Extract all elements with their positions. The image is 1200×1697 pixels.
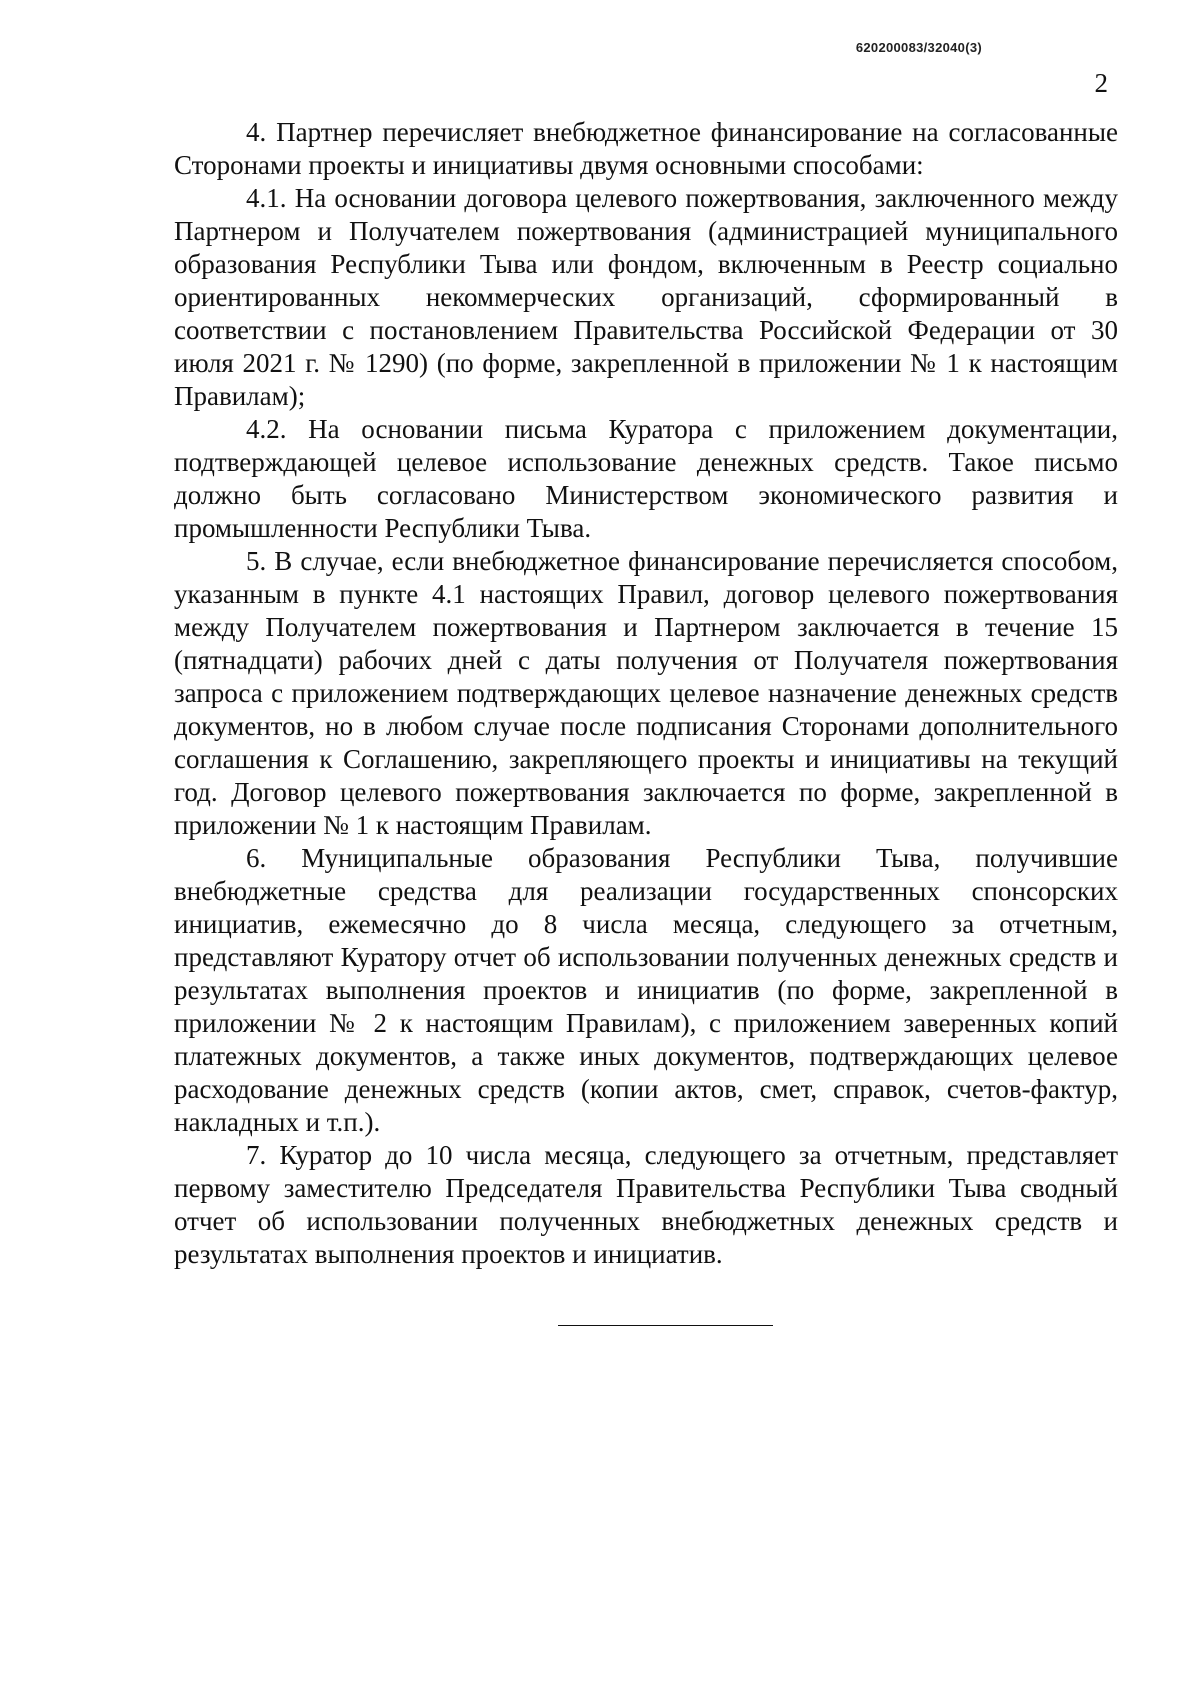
document-body xyxy=(174,116,1118,1271)
page-number: 2 xyxy=(1094,68,1108,98)
paragraph-4-2: 4.2. На основании письма Куратора с приложением документации, подтверждающей целевое использование денежных средств. Такое письмо должно быть согласовано Министерством экономического развития и промышленности Республики Тыва. xyxy=(174,414,1118,543)
paragraph-7: 7. Куратор до 10 числа месяца, следующего за отчетным, представляет первому заместителю Председателя Правительства Республики Тыва сводный отчет об использовании полученных внебюджетных денежных средств и результатах выполнения проектов и инициатив. xyxy=(174,1140,1118,1269)
paragraph-5: 5. В случае, если внебюджетное финансирование перечисляется способом, указанным в пункте 4.1 настоящих Правил, договор целевого пожертвования между Получателем пожертвования и Партнером заключается в течение 15 (пятнадцати) рабочих дней с даты получения от Получателя пожертвования запроса с приложением подтверждающих целевое назначение денежных средств документов, но в любом случае после подписания Сторонами дополнительного соглашения к Соглашению, закрепляющего проекты и инициативы на текущий год. Договор целевого пожертвования заключается по форме, закрепленной в приложении № 1 к настоящим Правилам. xyxy=(174,546,1118,840)
paragraph-6: 6. Муниципальные образования Республики Тыва, получившие внебюджетные средства для реализации государственных спонсорских инициатив, ежемесячно до 8 числа месяца, следующего за отчетным, представляют Куратору отчет об использовании полученных денежных средств и результатах выполнения проектов и инициатив (по форме, закрепленной в приложении № 2 к настоящим Правилам), с приложением заверенных копий платежных документов, а также иных документов, подтверждающих целевое расходование денежных средств (копии актов, смет, справок, счетов-фактур, накладных и т.п.). xyxy=(174,843,1118,1137)
paragraph-4: 4. Партнер перечисляет внебюджетное финансирование на согласованные Сторонами проекты и инициативы двумя основными способами: xyxy=(174,117,1118,180)
paragraph-4-1: 4.1. На основании договора целевого пожертвования, заключенного между Партнером и Получателем пожертвования (администрацией муниципального образования Республики Тыва или фондом, включенным в Реестр социально ориентированных некоммерческих организаций, сформированный в соответствии с постановлением Правительства Российской Федерации от 30 июля 2021 г. № 1290) (по форме, закрепленной в приложении № 1 к настоящим Правилам); xyxy=(174,183,1118,411)
end-divider xyxy=(558,1325,773,1326)
document-code: 620200083/32040(3) xyxy=(855,40,982,55)
